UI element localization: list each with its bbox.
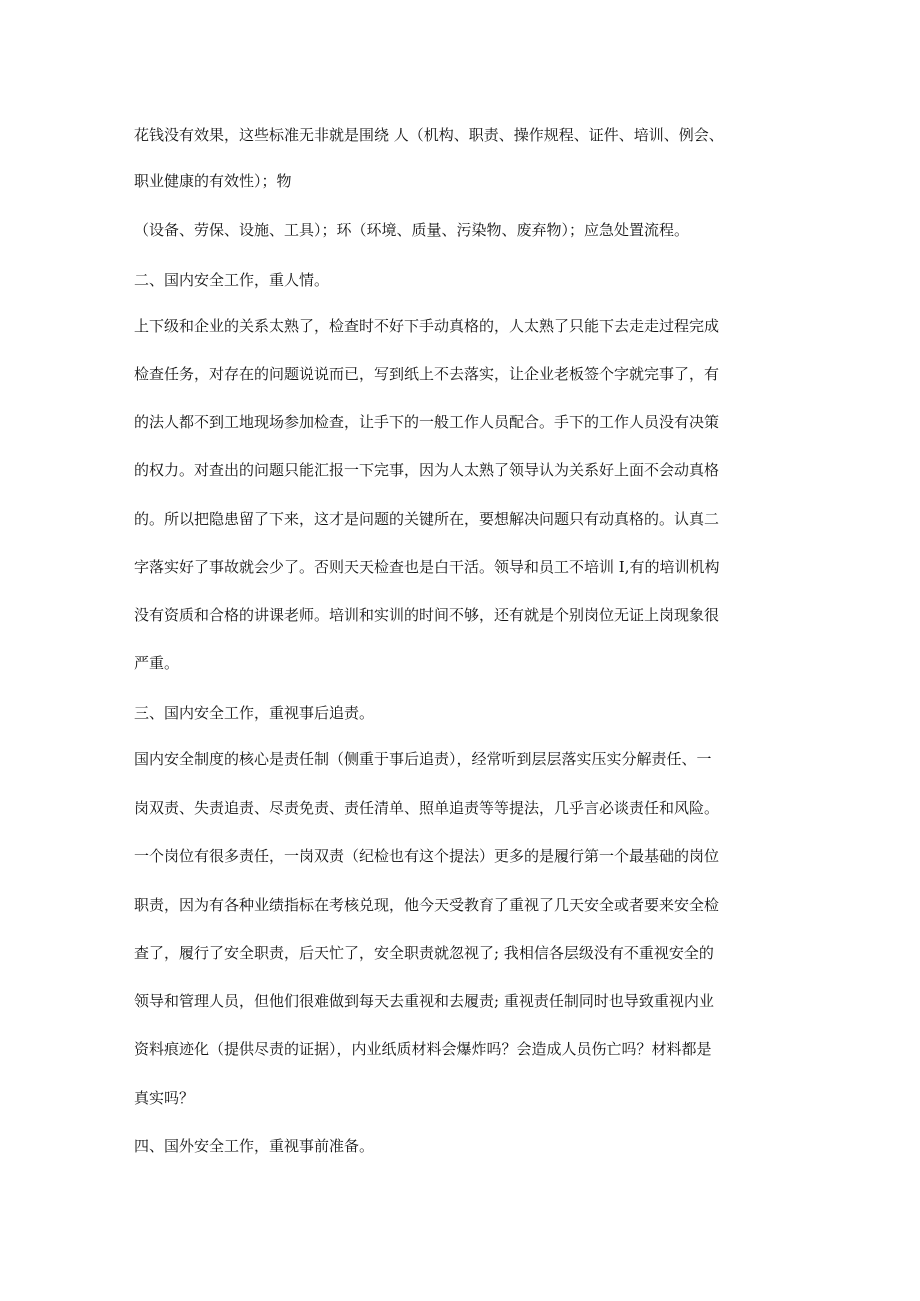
section-heading: 三、国内安全工作，重视事后追责。	[134, 704, 375, 722]
text-line: 的法人都不到工地现场参加检查，让手下的一般工作人员配合。手下的工作人员没有决策	[134, 413, 720, 431]
text-line: 资料痕迹化（提供尽责的证据），内业纸质材料会爆炸吗？会造成人员伤亡吗？材料都是	[134, 1040, 712, 1058]
text-line: 严重。	[134, 654, 180, 672]
text-line: 没有资质和合格的讲课老师。培训和实训的时间不够，还有就是个别岗位无证上岗现象很	[134, 606, 720, 624]
text-line: 上下级和企业的关系太熟了，检查时不好下手动真格的，人太熟了只能下去走走过程完成	[134, 317, 720, 335]
section-heading: 二、国内安全工作，重人情。	[134, 271, 330, 289]
text-line: 检查任务，对存在的问题说说而已，写到纸上不去落实，让企业老板签个字就完事了，有	[134, 365, 720, 383]
text-line: 的。所以把隐患留了下来，这才是问题的关键所在，要想解决问题只有动真格的。认真二	[134, 510, 720, 528]
text-line: 花钱没有效果，这些标准无非就是围绕 人（机构、职责、操作规程、证件、培训、例会、	[134, 126, 724, 144]
text-line: 真实吗？	[134, 1089, 195, 1107]
text-line: 查了，履行了安全职责，后天忙了，安全职责就忽视了; 我相信各层级没有不重视安全的	[134, 944, 714, 962]
section-heading: 四、国外安全工作，重视事前准备。	[134, 1137, 375, 1155]
text-line: 一个岗位有很多责任，一岗双责（纪检也有这个提法）更多的是履行第一个最基础的岗位	[134, 847, 720, 865]
text-line: 职责，因为有各种业绩指标在考核兑现，他今天受教育了重视了几天安全或者要来安全检	[134, 896, 720, 914]
text-line: 岗双责、失责追责、尽责免责、责任清单、照单追责等等提法，几乎言必谈责任和风险。	[134, 799, 720, 817]
text-line: （设备、劳保、设施、工具）；环（环境、质量、污染物、废弃物）；应急处置流程。	[134, 221, 690, 239]
text-line: 领导和管理人员，但他们很难做到每天去重视和去履责; 重视责任制同时也导致重视内业	[134, 992, 714, 1010]
text-line: 国内安全制度的核心是责任制（侧重于事后追责），经常听到层层落实压实分解责任、一	[134, 750, 712, 768]
text-line: 的权力。对查出的问题只能汇报一下完事，因为人太熟了领导认为关系好上面不会动真格	[134, 461, 720, 479]
text-line: 职业健康的有效性）；物	[134, 172, 292, 190]
text-line: 字落实好了事故就会少了。否则天天检查也是白干活。领导和员工不培训 I,有的培训机构	[134, 558, 720, 576]
